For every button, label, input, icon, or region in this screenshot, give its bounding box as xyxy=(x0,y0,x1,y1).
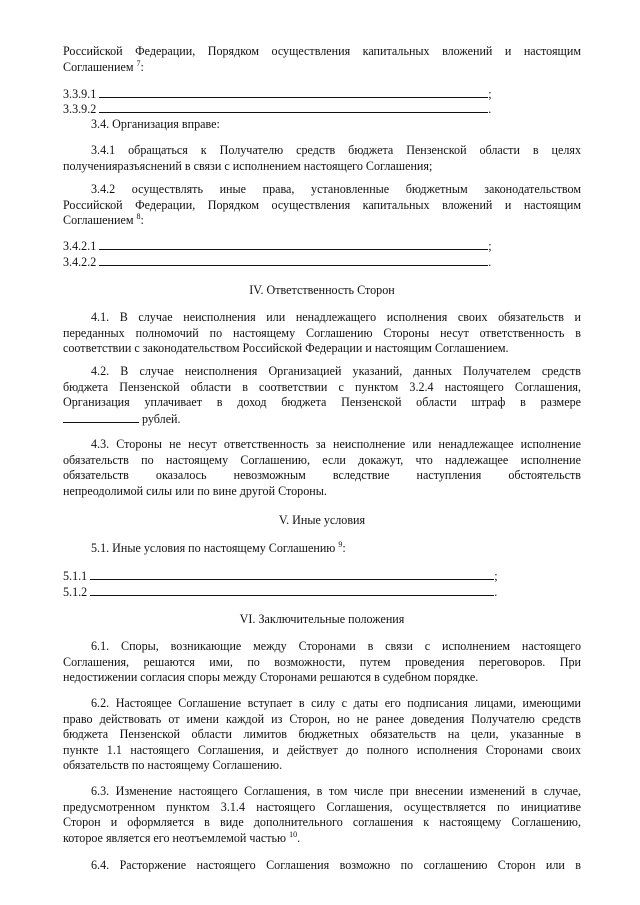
fill-line-3-3-9-2: 3.3.9.2 . xyxy=(63,102,492,116)
text-line: предусмотренном пунктом 3.1.4 настоящего Соглашения, осуществляется по инициативе xyxy=(63,799,581,814)
footnote-ref[interactable]: 7 xyxy=(136,58,141,68)
text-line: 4.3. Стороны не несут ответственность за неисполнение или ненадлежащее исполнение xyxy=(91,437,581,451)
text-line: которое является его неотъемлемой частью $^{10}$. xyxy=(63,829,301,845)
paragraph-4-2 xyxy=(63,364,581,427)
blank-underline xyxy=(90,584,494,596)
text-line: 6.3. Изменение настоящего Соглашения, в том числе при внесении изменений в случае, xyxy=(91,784,581,798)
text-line: 6.4. Расторжение настоящего Соглашения возможно по соглашению Сторон или в xyxy=(91,858,581,872)
text-line: пункте 1.1 настоящего Соглашения, и действует до полного исполнения Сторонами своих xyxy=(63,742,581,757)
section-heading-iv: IV. Ответственность Сторон xyxy=(249,283,395,297)
paragraph-6-2 xyxy=(63,696,581,774)
footnote-ref[interactable]: 10 xyxy=(289,829,298,839)
text-line: Соглашения, решаются ими, по возможности, путем проведения переговоров. При xyxy=(63,654,581,669)
paragraph-3-4-1 xyxy=(63,143,581,174)
footnote-ref[interactable]: 8 xyxy=(136,212,141,222)
fill-line-5-1-2: 5.1.2 . xyxy=(63,585,498,599)
text-line: рублей. xyxy=(63,411,581,428)
paragraph-6-3 xyxy=(63,784,581,846)
text-line: 4.2. В случае неисполнения Организацией указаний, данных Получателем средств xyxy=(91,364,581,378)
section-3-4-heading: 3.4. Организация вправе: xyxy=(91,117,220,131)
blank-underline xyxy=(99,254,488,266)
paragraph-continuation xyxy=(63,44,581,75)
paragraph-6-1 xyxy=(63,639,581,686)
text-line: 3.4.2 осуществлять иные права, установленные бюджетным законодательством xyxy=(91,182,581,196)
section-heading-vi: VI. Заключительные положения xyxy=(239,612,405,626)
text-line: Сторон и оформляется в виде дополнительного соглашения к настоящему Соглашению, xyxy=(63,815,581,830)
text-line: Российской Федерации, Порядком осуществления капитальных вложений и настоящим xyxy=(63,197,581,212)
text-line: Соглашением $^8$: xyxy=(63,212,144,228)
blank-underline xyxy=(99,86,488,98)
footnote-ref[interactable]: 9 xyxy=(338,539,343,549)
fill-line-5-1-1: 5.1.1 ; xyxy=(63,569,498,583)
text-line: непреодолимой силы или по вине другой Стороны. xyxy=(63,483,327,498)
text-line: Организация уплачивает в доход бюджета Пензенской области штраф в размере xyxy=(63,395,581,410)
text-line: полученияразъяснений в связи с исполнением настоящего Соглашения; xyxy=(63,158,433,173)
text-line: бюджета Пензенской области лимитов бюджетных обязательств на цели, указанные в xyxy=(63,727,581,742)
fill-line-3-4-2-2: 3.4.2.2 . xyxy=(63,255,492,269)
blank-underline xyxy=(99,238,488,250)
section-heading-v: V. Иные условия xyxy=(278,513,366,527)
text-line: Российской Федерации, Порядком осуществления капитальных вложений и настоящим xyxy=(63,44,581,58)
paragraph-3-4-2 xyxy=(63,182,581,229)
paragraph-5-1: 5.1. Иные условия по настоящему Соглашению $^9$: xyxy=(91,539,346,555)
text-line: соответствии с законодательством Российской Федерации и настоящим Соглашением. xyxy=(63,341,509,356)
text-line: бюджета Пензенской области в соответствии с пунктом 3.2.4 настоящего Соглашения, xyxy=(63,379,581,394)
text-line: 4.1. В случае неисполнения или ненадлежащего исполнения своих обязательств и xyxy=(91,310,581,324)
paragraph-4-1 xyxy=(63,310,581,357)
fill-line-3-3-9-1: 3.3.9.1 ; xyxy=(63,87,492,101)
paragraph-6-4 xyxy=(63,858,581,874)
text-line: обязательств по настоящему Соглашению. xyxy=(63,758,283,773)
text-line: недостижении согласия споры между Сторонами решаются в судебном порядке. xyxy=(63,670,479,685)
fill-line-3-4-2-1: 3.4.2.1 ; xyxy=(63,239,492,253)
blank-underline xyxy=(90,568,494,580)
blank-underline xyxy=(99,101,488,113)
text-line: 6.2. Настоящее Соглашение вступает в силу с даты его подписания лицами, имеющими xyxy=(91,696,581,710)
text-line: обязательств оказалось невозможным вследствие наступления обстоятельств xyxy=(63,468,581,483)
text-line: право действовать от имени каждой из Сторон, но не ранее доведения Получателю средств xyxy=(63,711,581,726)
blank-underline xyxy=(63,411,139,423)
text-line: Соглашением $^7$: xyxy=(63,58,144,74)
paragraph-4-3 xyxy=(63,437,581,499)
text-line: 3.4.1 обращаться к Получателю средств бюджета Пензенской области в целях xyxy=(91,143,581,157)
text-line: 6.1. Споры, возникающие между Сторонами в связи с исполнением настоящего xyxy=(91,639,581,653)
text-line: обязательств по настоящему Соглашению, если докажут, что надлежащее исполнение xyxy=(63,452,581,467)
text-line: переданных полномочий по настоящему Соглашению Стороны несут ответственность в xyxy=(63,325,581,340)
